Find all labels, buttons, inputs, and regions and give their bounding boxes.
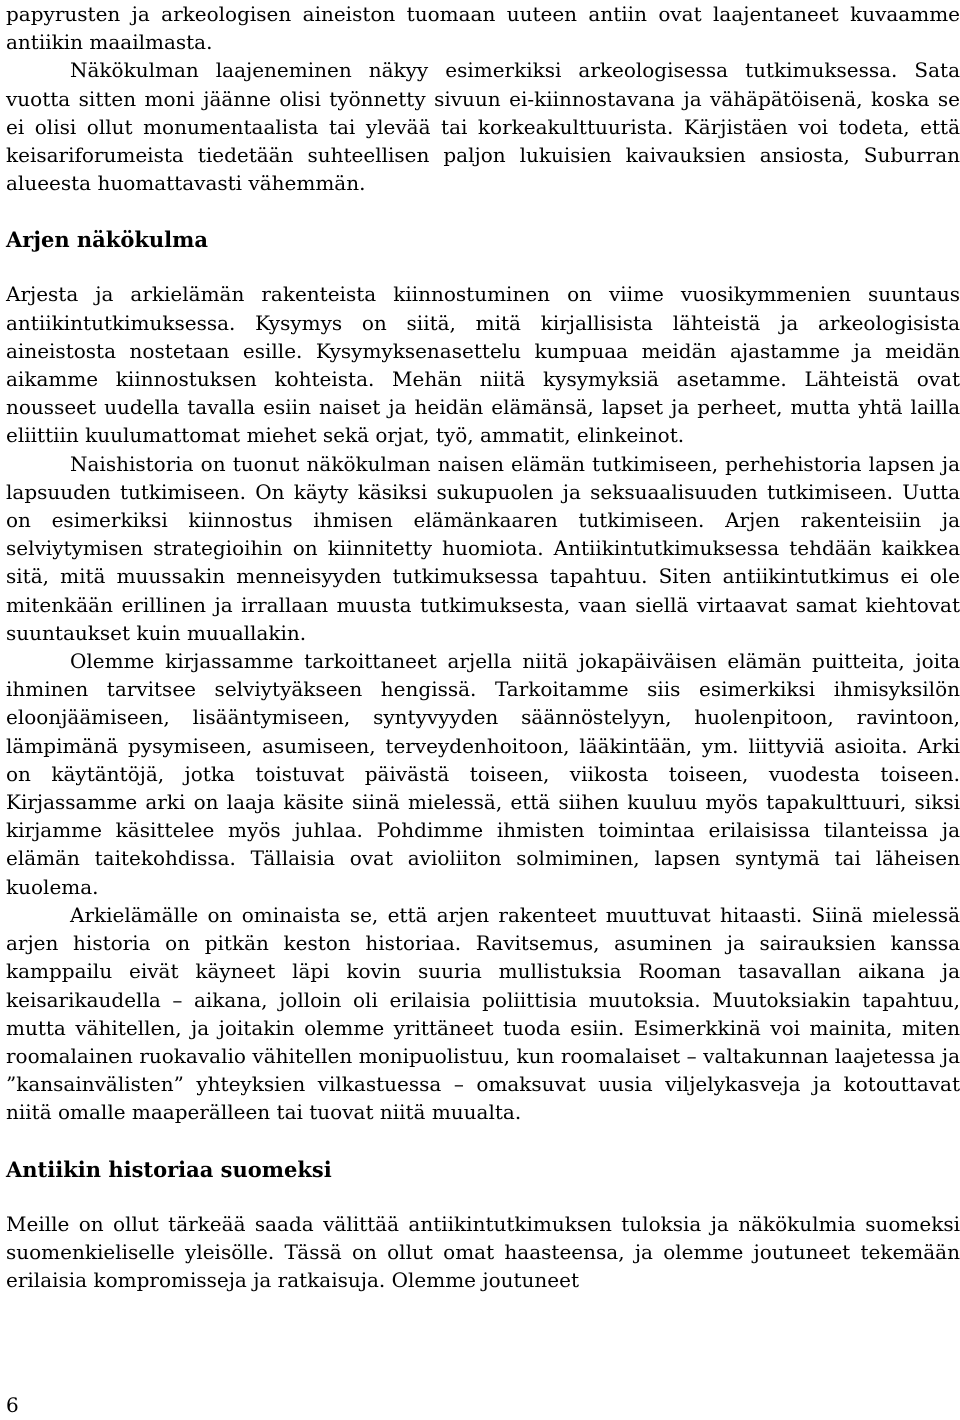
body-paragraph: Arkielämälle on ominaista se, että arjen rakenteet muuttuvat hitaasti. Siinä mielessä arjen historia on pitkän keston historiaa. Ravitsemus, asuminen ja sairauksien kanssa kamppailu eivät käyneet läpi kovin suuria mullistuksia Rooman tasavallan aikana ja keisarikaudella – aikana, jolloin oli erilaisia poliittisia muutoksia. Muutoksiakin tapahtuu, mutta vähitellen, ja joitakin olemme yrittäneet tuoda esiin. Esimerkkinä voi mainita, miten roomalainen ruokavalio vähitellen monipuolistuu, kun roomalaiset – valtakunnan laajetessa ja ”kansainvälisten” yhteyksien vilkastuessa – omaksuvat uusia viljelykasveja ja kotouttavat niitä omalle maaperälleen tai tuovat niitä muualta. — [6, 902, 960, 1125]
body-paragraph: Meille on ollut tärkeää saada välittää antiikintutkimuksen tuloksia ja näkökulmia suomeksi suomenkieliselle yleisölle. Tässä on ollut omat haasteensa, ja olemme joutuneet tekemään erilaisia kompromisseja ja ratkaisuja. Olemme joutuneet — [6, 1211, 960, 1292]
document-page — [6, 0, 960, 1294]
body-paragraph: papyrusten ja arkeologisen aineiston tuomaan uuteen antiin ovat laajentaneet kuvaamme antiikin maailmasta. — [6, 2, 960, 55]
body-paragraph: Näkökulman laajeneminen näkyy esimerkiksi arkeologisessa tutkimuksessa. Sata vuotta sitten moni jäänne olisi työnnetty sivuun ei-kiinnostavana ja vähäpätöisenä, koska se ei olisi ollut monumentaalista tai ylevää tai korkeakulttuurista. Kärjistäen voi todeta, että keisariforumeista tiedetään suhteellisen paljon lukuisien kaivauksien ansiosta, Suburran alueesta huomattavasti vähemmän. — [6, 58, 960, 196]
body-paragraph: Olemme kirjassamme tarkoittaneet arjella niitä jokapäiväisen elämän puitteita, joita ihminen tarvitsee selviytyäkseen hengissä. Tarkoitamme siis esimerkiksi ihmisyksilön eloonjäämiseen, lisääntymiseen, syntyvyyden säännöstelyyn, huolenpitoon, ravintoon, lämpimänä pysymiseen, asumiseen, terveydenhoitoon, lääkintään, ym. liittyviä asioita. Arki on käytäntöjä, jotka toistuvat päivästä toiseen, viikosta toiseen, vuodesta toiseen. Kirjassamme arki on laaja käsite siinä mielessä, että siihen kuuluu myös tapakulttuuri, siksi kirjamme käsittelee myös juhlaa. Pohdimme ihmisten toimintaa erilaisissa tilanteissa ja elämän taitekohdissa. Tällaisia ovat avioliiton solmiminen, lapsen syntymä tai läheisen kuolema. — [6, 649, 960, 899]
page-number: 6 — [6, 1393, 19, 1417]
body-paragraph: Naishistoria on tuonut näkökulman naisen elämän tutkimiseen, perhehistoria lapsen ja lapsuuden tutkimiseen. On käyty käsiksi sukupuolen ja seksuaalisuuden tutkimiseen. Uutta on esimerkiksi kiinnostus ihmisen elämänkaaren tutkimiseen. Arjen rakenteisiin ja selviytymisen strategioihin on kiinnitetty huomiota. Antiikintutkimuksessa tehdään kaikkea sitä, mitä muussakin menneisyyden tutkimuksessa tapahtuu. Siten antiikintutkimus ei ole mitenkään erillinen ja irrallaan muusta tutkimuksesta, vaan siellä virtaavat samat kiehtovat suuntaukset kuin muuallakin. — [6, 451, 960, 645]
section-heading: Antiikin historiaa suomeksi — [6, 1156, 332, 1182]
section-heading: Arjen näkökulma — [6, 227, 208, 253]
body-paragraph: Arjesta ja arkielämän rakenteista kiinnostuminen on viime vuosikymmenien suuntaus antiikintutkimuksessa. Kysymys on siitä, mitä kirjallisista lähteistä ja arkeologisista aineistosta nostetaan esille. Kysymyksenasettelu kumpuaa meidän ajastamme ja meidän aikamme kiinnostuksen kohteista. Mehän niitä kysymyksiä asetamme. Lähteistä ovat nousseet uudella tavalla esiin naiset ja heidän elämänsä, lapset ja perheet, mutta yhtä lailla eliittiin kuulumattomat miehet sekä orjat, työ, ammatit, elinkeinot. — [6, 282, 960, 448]
